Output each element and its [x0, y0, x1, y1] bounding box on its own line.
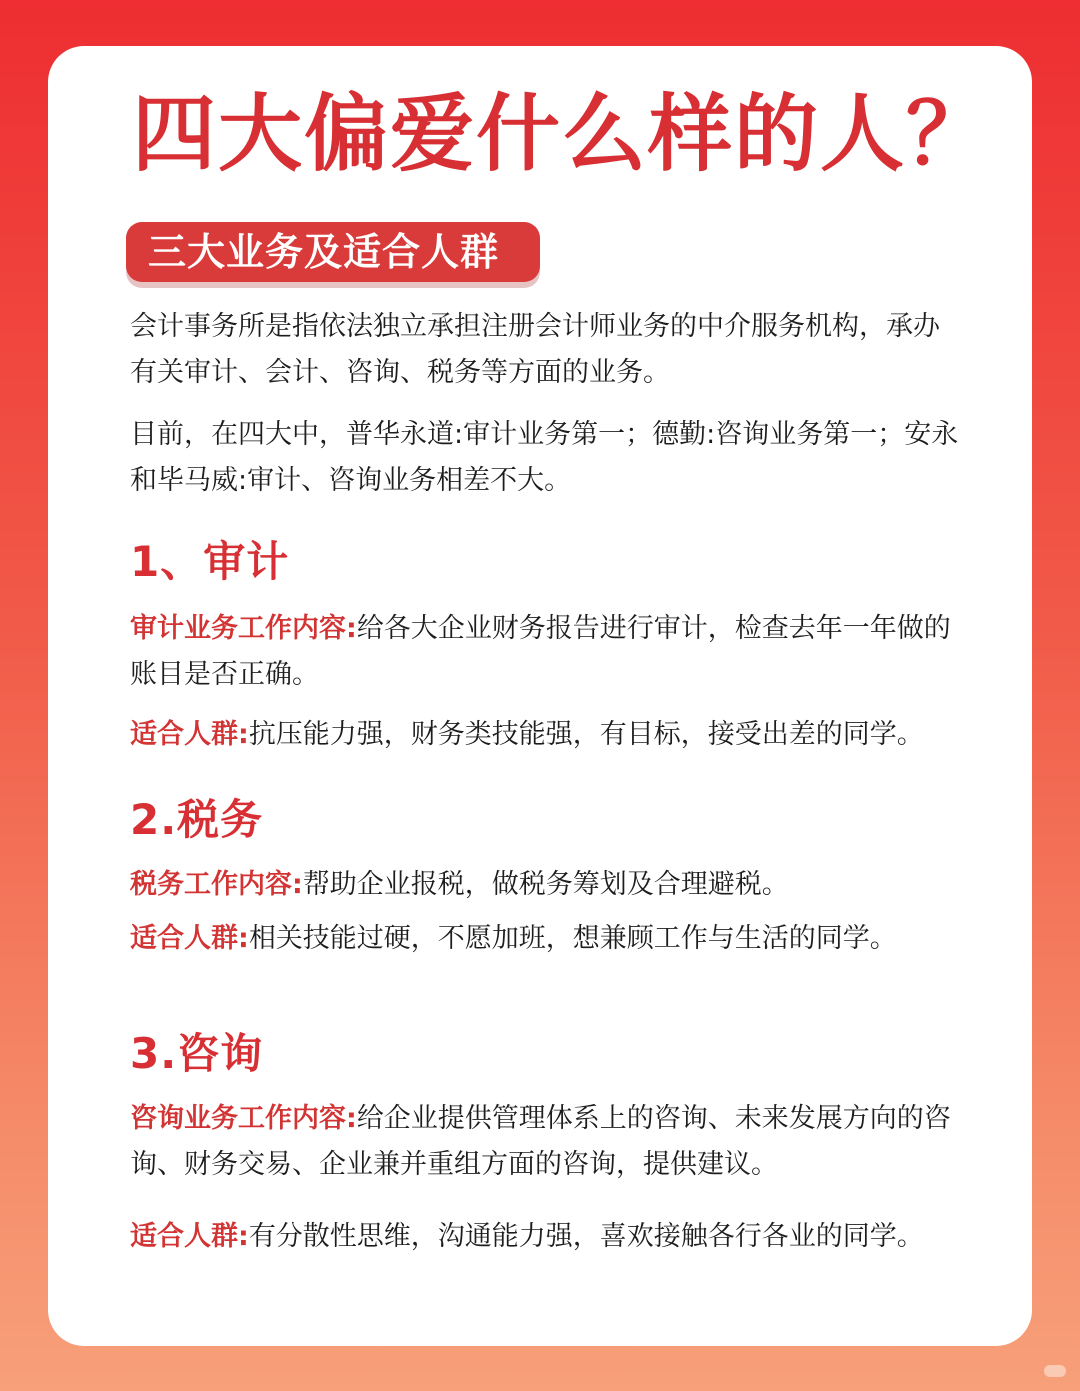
consulting-fit [130, 1214, 960, 1260]
tax-fit-text: 相关技能过硬，不愿加班，想兼顾工作与生活的同学。 [248, 923, 897, 954]
tax-content-text: 帮助企业报税，做税务筹划及合理避税。 [302, 869, 789, 900]
consulting-fit-label: 适合人群: [130, 1221, 249, 1252]
audit-fit-label: 适合人群: [130, 719, 249, 750]
page-title: 四大偏爱什么样的人？ [132, 85, 993, 183]
tax-fit-label: 适合人群: [130, 923, 249, 954]
section-heading-tax: 2.税务 [130, 795, 264, 844]
consulting-content-text: 给企业提供管理体系上的咨询、未来发展方向的咨询、财务交易、企业兼并重组方面的咨询，提供建议。 [130, 1103, 951, 1180]
tax-content [130, 862, 960, 908]
intro-paragraph-1: 会计事务所是指依法独立承担注册会计师业务的中介服务机构，承办有关审计、会计、咨询、税务等方面的业务。 [130, 311, 940, 388]
audit-content-text: 给各大企业财务报告进行审计，检查去年一年做的账目是否正确。 [130, 613, 951, 690]
audit-fit [130, 712, 960, 758]
audit-content [130, 606, 960, 698]
subtitle-badge [126, 222, 540, 282]
audit-content-label: 审计业务工作内容: [130, 613, 357, 644]
consulting-fit-text: 有分散性思维，沟通能力强，喜欢接触各行各业的同学。 [248, 1221, 924, 1252]
section-heading-consulting: 3.咨询 [130, 1029, 264, 1078]
tax-content-label: 税务工作内容: [130, 869, 303, 900]
consulting-content [130, 1096, 960, 1188]
audit-fit-text: 抗压能力强，财务类技能强，有目标，接受出差的同学。 [248, 719, 924, 750]
tax-fit [130, 916, 960, 962]
consulting-content-label: 咨询业务工作内容: [130, 1103, 357, 1134]
intro-paragraph-2: 目前，在四大中，普华永道:审计业务第一；德勤:咨询业务第一；安永和毕马威:审计、咨询业务相差不大。 [130, 419, 959, 496]
section-heading-audit: 1、审计 [130, 537, 290, 586]
subtitle-text: 三大业务及适合人群 [148, 230, 500, 274]
watermark-badge [1044, 1365, 1066, 1377]
